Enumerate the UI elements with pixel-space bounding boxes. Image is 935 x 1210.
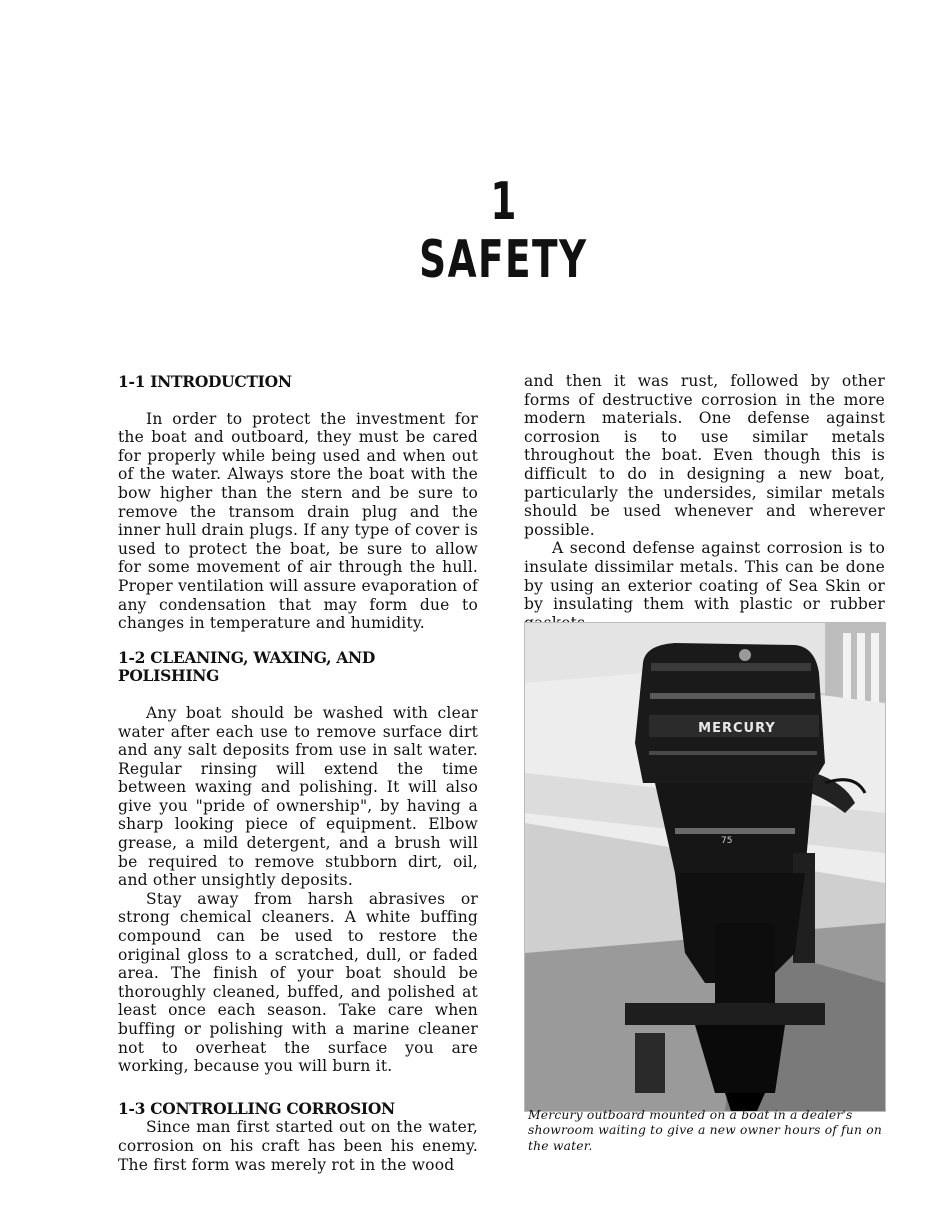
section-heading-cleaning: 1-2 CLEANING, WAXING, AND POLISHING <box>118 647 376 686</box>
introduction-paragraph: In order to protect the investment for the boat and outboard, they must be cared for properly while being used and when out of the water. Always store the boat with the bow higher than the stern and be sure to remove the transom drain plug and the inner hull drain plugs. If any type of cover is used to protect the boat, be sure to allow for some movement of air through the hull. Proper ventilation will assure evaporation of any condensation that may form due to changes in temperature and humidity. <box>118 409 478 633</box>
corrosion-paragraph-continuation: and then it was rust, followed by other forms of destructive corrosion in the more modern materials. One defense against corrosion is to use similar metals throughout the boat. Even though this is difficult to do in designing a new boat, particularly the undersides, similar metals should be used whenever and wherever possible. <box>524 372 885 539</box>
mercury-brand-label: MERCURY <box>698 721 776 736</box>
section-heading-introduction: 1-1 INTRODUCTION <box>118 372 292 391</box>
cleaning-paragraph-1: Any boat should be washed with clear water after each use to remove surface dirt and any salt deposits from use in salt water. Regular rinsing will extend the time between waxing and polishing. It will also give you "pride of ownership", by having a sharp looking piece of equipment. Elbow grease, a mild detergent, and a brush will be required to remove stubborn dirt, oil, and other unsightly deposits. <box>118 703 478 890</box>
section-heading-corrosion: 1-3 CONTROLLING CORROSION <box>118 1098 395 1118</box>
chapter-number: 1 <box>490 172 517 232</box>
figure-caption: Mercury outboard mounted on a boat in a dealer's showroom waiting to give a new owner hours of fun on the water. <box>528 1108 882 1153</box>
left-column <box>118 373 478 1174</box>
model-75-label: 75 <box>721 836 733 846</box>
corrosion-paragraph-start: Since man first started out on the water, corrosion on his craft has been his enemy. The first form was merely rot in the wood <box>118 1118 478 1174</box>
cleaning-paragraph-2: Stay away from harsh abrasives or strong chemical cleaners. A white buffing compound can be used to restore the original gloss to a scratched, dull, or faded area. The finish of your boat should be thoroughly cleaned, buffed, and polished at least once each season. Take care when buffing or polishing with a marine cleaner not to overheat the surface you are working, because you will burn it. <box>118 889 478 1076</box>
corrosion-paragraph-second: A second defense against corrosion is to insulate dissimilar metals. This can be done by using an exterior coating of Sea Skin or by insulating them with plastic or rubber <box>524 539 885 614</box>
outboard-motor-photo <box>524 622 886 1112</box>
chapter-title: SAFETY <box>419 230 588 290</box>
right-column <box>524 372 885 632</box>
